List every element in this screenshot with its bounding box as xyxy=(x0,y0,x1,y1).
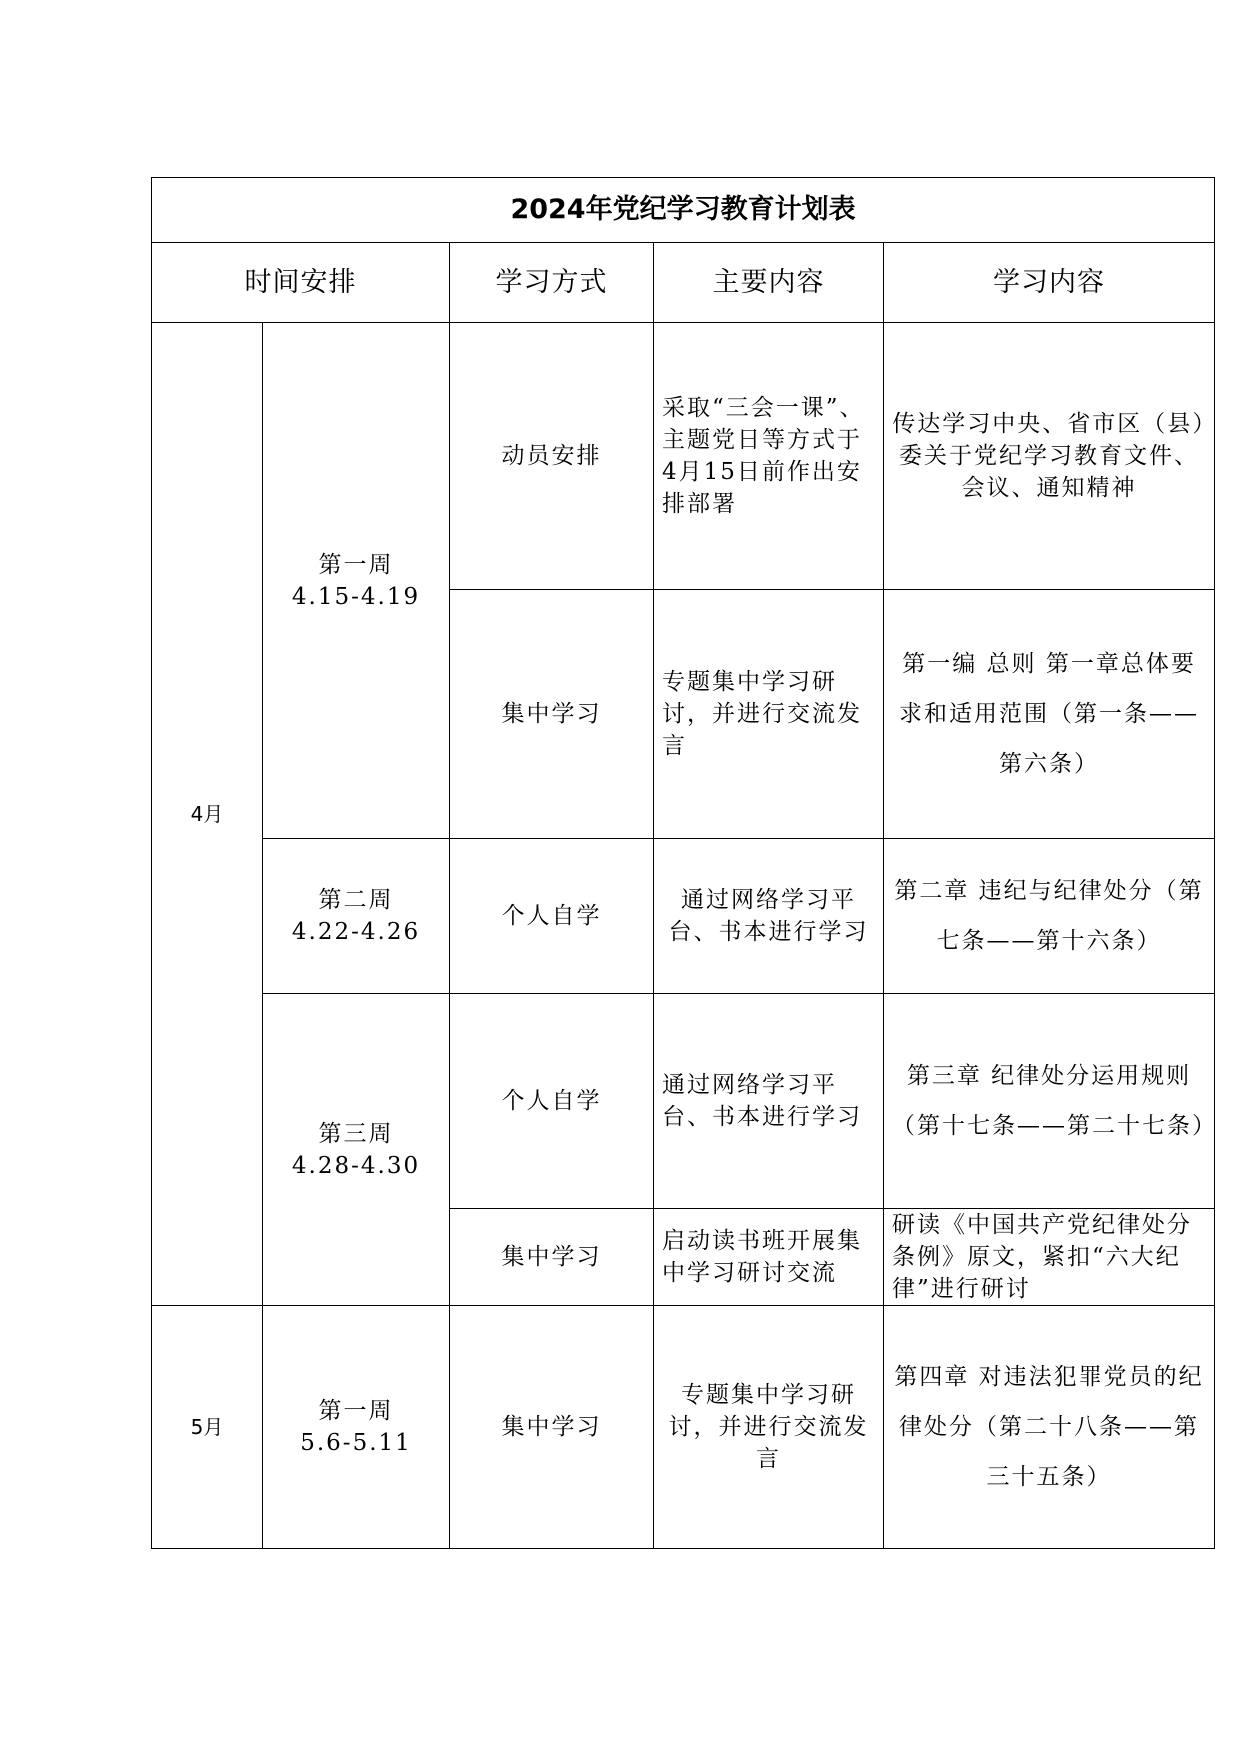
week-cell-apr-w1 xyxy=(263,323,450,839)
table-row xyxy=(152,994,1215,1209)
method-cell: 集中学习 xyxy=(450,1209,654,1306)
week-cell-apr-w2 xyxy=(263,839,450,994)
header-time: 时间安排 xyxy=(152,243,450,323)
header-method: 学习方式 xyxy=(450,243,654,323)
method-cell: 个人自学 xyxy=(450,839,654,994)
main-content-cell: 专题集中学习研讨，并进行交流发言 xyxy=(654,590,884,839)
method-cell: 动员安排 xyxy=(450,323,654,590)
study-content-cell: 第二章 违纪与纪律处分（第七条——第十六条） xyxy=(884,839,1215,994)
week-range: 4.15-4.19 xyxy=(291,583,421,610)
week-cell-apr-w3 xyxy=(263,994,450,1306)
week-range: 4.28-4.30 xyxy=(291,1152,421,1179)
study-content-cell: 研读《中国共产党纪律处分条例》原文，紧扣“六大纪律”进行研讨 xyxy=(884,1209,1215,1306)
week-range: 4.22-4.26 xyxy=(291,919,421,945)
month-april: 4月 xyxy=(152,323,263,1306)
method-cell: 集中学习 xyxy=(450,590,654,839)
study-content-cell: 第一编 总则 第一章总体要求和适用范围（第一条——第六条） xyxy=(884,590,1215,839)
method-cell: 个人自学 xyxy=(450,994,654,1209)
main-content-cell: 通过网络学习平台、书本进行学习 xyxy=(654,839,884,994)
study-content-cell: 传达学习中央、省市区（县）委关于党纪学习教育文件、会议、通知精神 xyxy=(884,323,1215,590)
header-main: 主要内容 xyxy=(654,243,884,323)
week-name: 第三周 xyxy=(318,1120,394,1147)
study-plan-table xyxy=(151,177,1215,1549)
method-cell: 集中学习 xyxy=(450,1306,654,1549)
study-content-cell: 第三章 纪律处分运用规则（第十七条——第二十七条） xyxy=(884,994,1215,1209)
title-row xyxy=(152,178,1215,243)
week-name: 第一周 xyxy=(318,1398,394,1424)
header-content: 学习内容 xyxy=(884,243,1215,323)
table-row xyxy=(152,323,1215,590)
main-content-cell: 启动读书班开展集中学习研讨交流 xyxy=(654,1209,884,1306)
week-cell-may-w1 xyxy=(263,1306,450,1549)
main-content-cell: 通过网络学习平台、书本进行学习 xyxy=(654,994,884,1209)
main-content-cell: 采取“三会一课”、主题党日等方式于4月15日前作出安排部署 xyxy=(654,323,884,590)
table-row xyxy=(152,839,1215,994)
week-name: 第二周 xyxy=(318,887,394,913)
study-content-cell: 第四章 对违法犯罪党员的纪律处分（第二十八条——第三十五条） xyxy=(884,1306,1215,1549)
header-row xyxy=(152,243,1215,323)
week-name: 第一周 xyxy=(318,551,394,578)
table-title: 2024年党纪学习教育计划表 xyxy=(152,178,1215,243)
month-may: 5月 xyxy=(152,1306,263,1549)
table-row xyxy=(152,1306,1215,1549)
week-range: 5.6-5.11 xyxy=(300,1430,412,1456)
main-content-cell: 专题集中学习研讨，并进行交流发言 xyxy=(654,1306,884,1549)
